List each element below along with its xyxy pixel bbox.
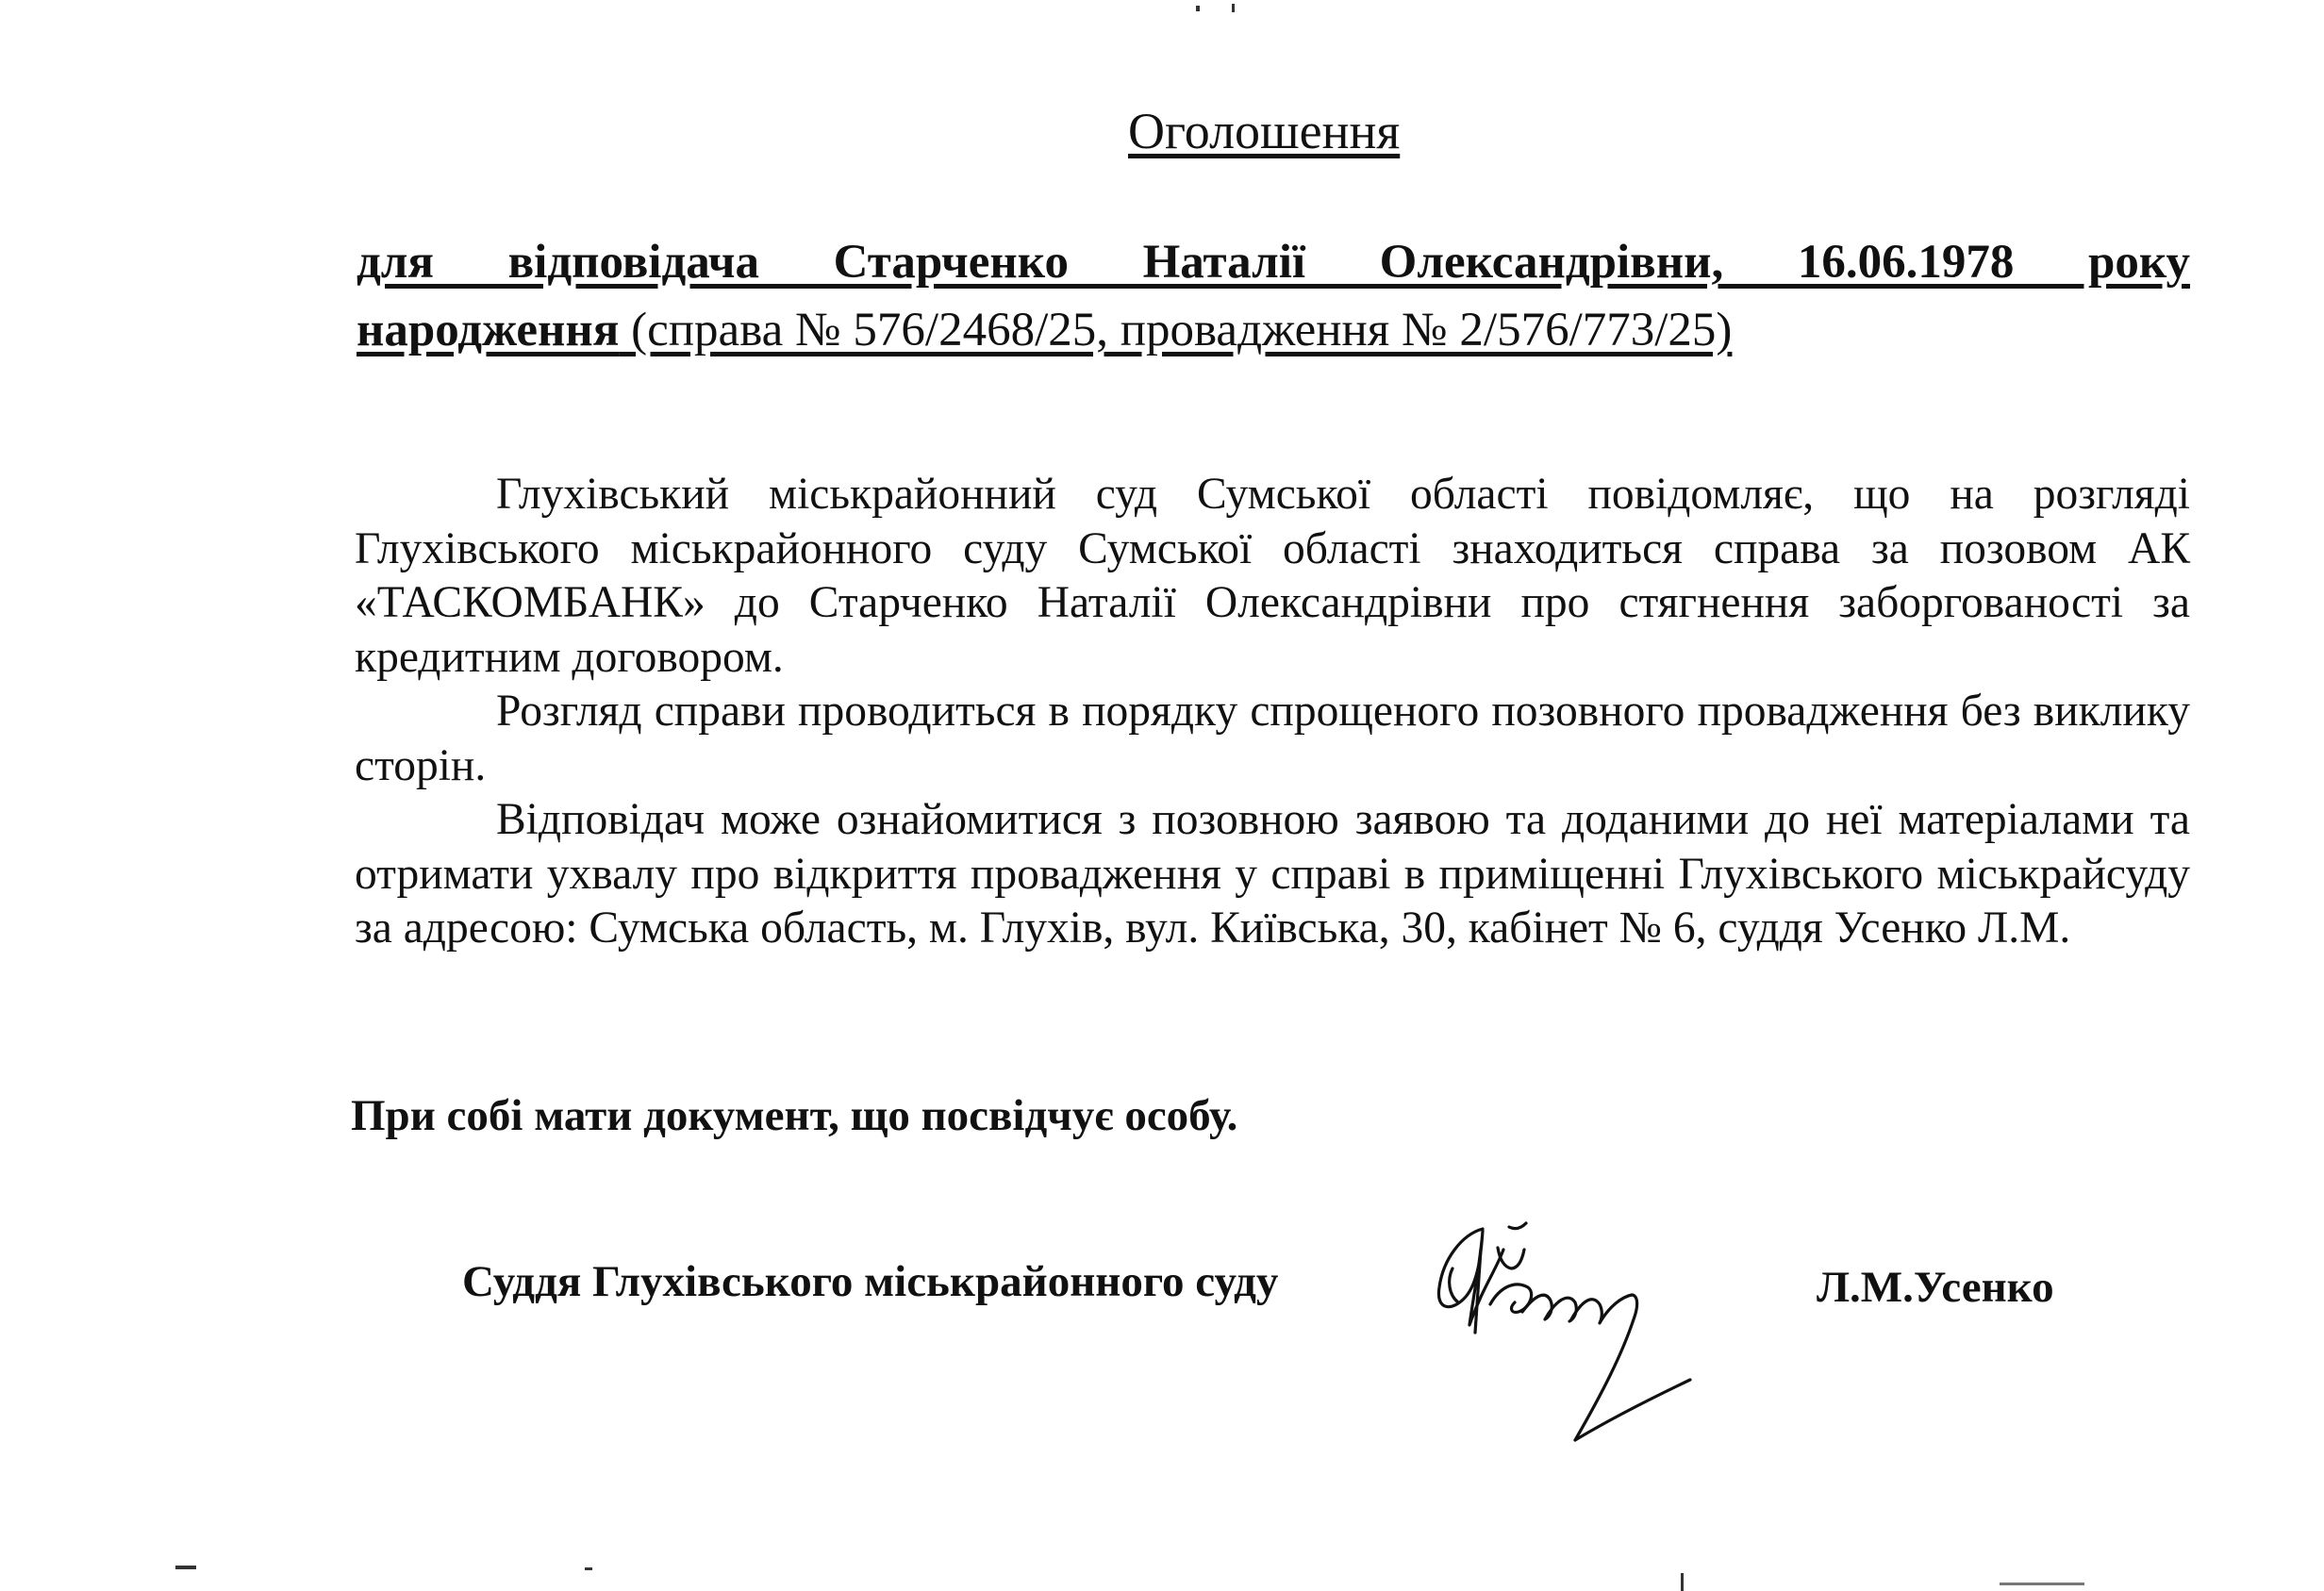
announcement-body <box>355 468 2190 956</box>
addressee-line-2 <box>357 296 2190 364</box>
signatory-name: Л.М.Усенко <box>1817 1263 2054 1312</box>
addressee-heading <box>357 228 2190 364</box>
scan-speck <box>1196 6 1200 11</box>
id-document-notice: При собі мати документ, що посвідчує особу. <box>351 1091 1238 1140</box>
paragraph-procedure: Розгляд справи проводиться в порядку спрощеного позовного провадження без виклику сторін. <box>355 687 2190 790</box>
addressee-name: для відповідача Старченко Наталії Олександрівни, 16.06.1978 року <box>357 236 2190 289</box>
scan-speck <box>1681 1573 1684 1591</box>
paragraph-case-info: Глухівський міськрайонний суд Сумської області повідомляє, що на розгляді Глухівського міськрайонного суду Сумської області знаходиться справа за позовом АК «ТАСКОМБАНК» до Старченко Наталії Олександрівни про стягнення заборгованості за кредитним договором. <box>355 470 2190 682</box>
document-title: Оголошення <box>1128 103 1401 159</box>
scan-speck <box>175 1566 196 1569</box>
scan-speck <box>2000 1583 2084 1585</box>
addressee-line-1 <box>357 228 2190 296</box>
signatory-title: Суддя Глухівського міськрайонного суду <box>462 1257 1279 1306</box>
paragraph-access: Відповідач може ознайомитися з позовною заявою та доданими до неї матеріалами та отримати ухвалу про відкриття провадження у справі в приміщенні Глухівського міськрайсуду за адресою: Сумська область, м. Глухів, вул. Київська, 30, кабінет № 6, суддя Усенко Л.М. <box>355 795 2190 953</box>
addressee-birth-label: народження <box>357 304 620 356</box>
handwritten-signature <box>1424 1221 1783 1457</box>
case-number: (справа № 576/2468/25, провадження № 2/576/773/25) <box>619 304 1733 356</box>
scan-speck <box>1232 4 1235 12</box>
scan-speck <box>585 1567 592 1570</box>
